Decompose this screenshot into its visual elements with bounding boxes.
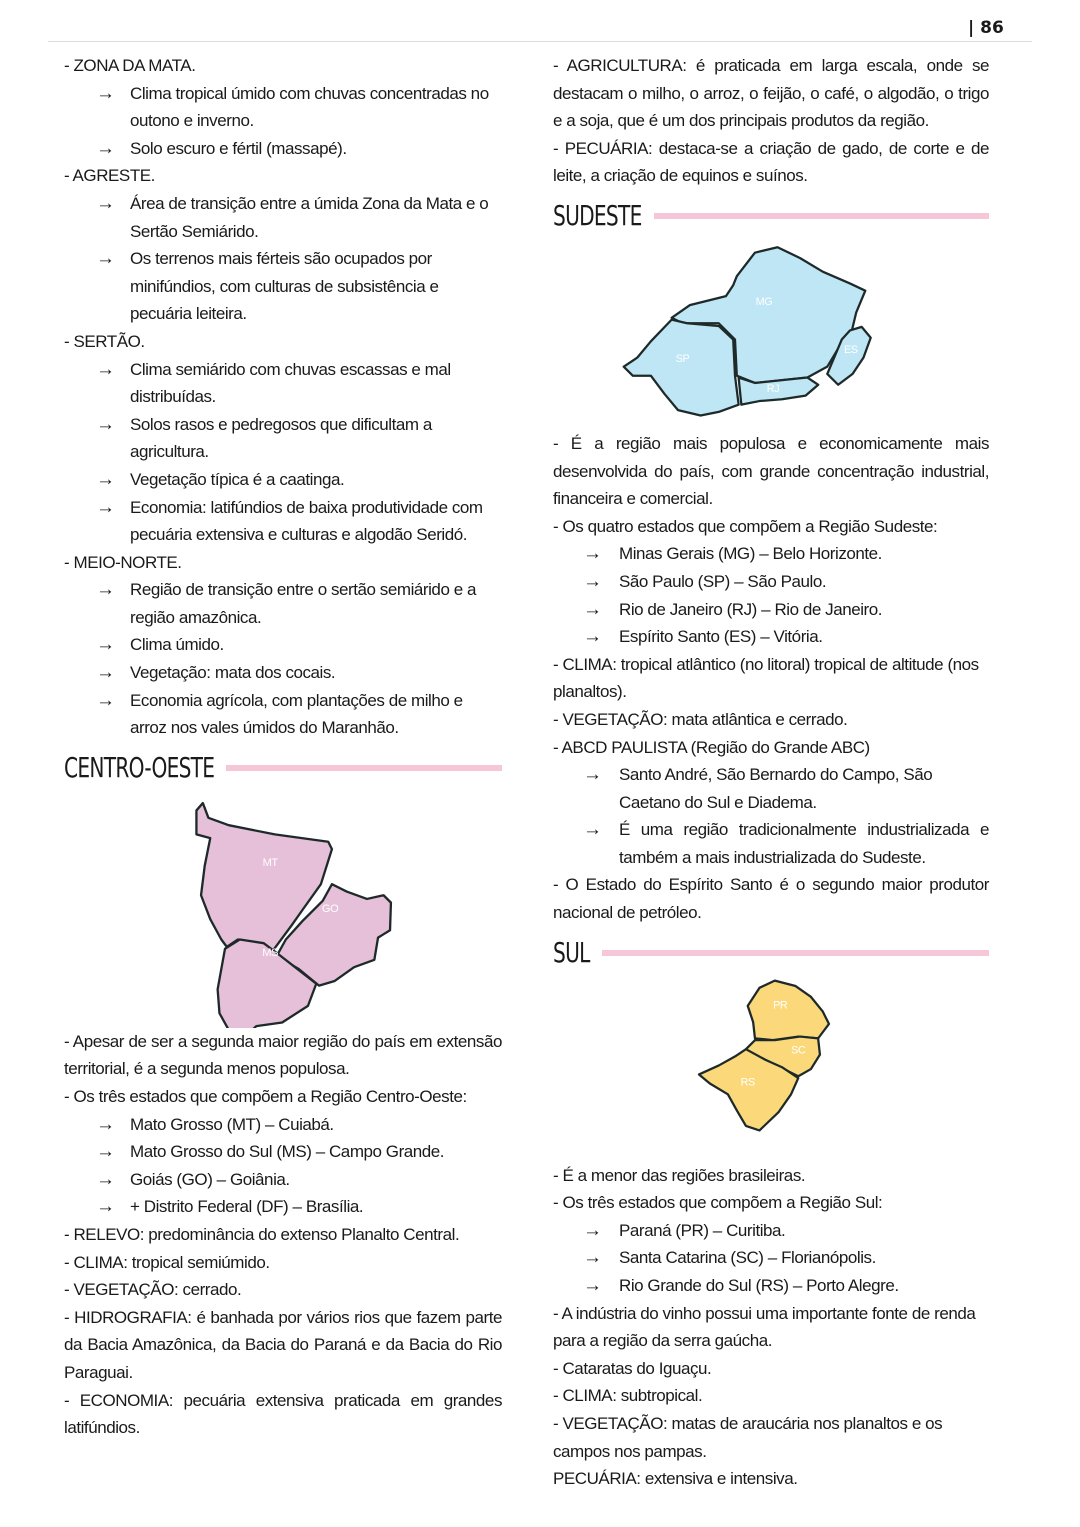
arrow-right-icon: → [96,137,115,159]
arrow-right-icon: → [583,543,602,565]
arrow-item [64,1138,502,1166]
arrow-item-text: Mato Grosso do Sul (MS) – Campo Grande. [130,1142,445,1162]
arrow-item-text: Região de transição entre o sertão semiárido e a região amazônica. [130,580,477,627]
arrow-item [64,411,502,466]
state-label: MG [755,296,773,309]
arrow-item [553,1244,989,1272]
list-item: - Os três estados que compõem a Região Centro-Oeste: [64,1087,467,1107]
arrow-item [64,356,502,411]
section-heading [553,194,989,238]
page-number: | 86 [968,18,1004,38]
arrow-item-text: Rio de Janeiro (RJ) – Rio de Janeiro. [619,599,883,619]
section-heading [64,746,502,790]
arrow-item-text: Economia agrícola, com plantações de milho e arroz nos vales úmidos do Maranhão. [130,690,463,738]
list-item: - CLIMA: subtropical. [553,1386,703,1406]
list-item: - ZONA DA MATA. [64,56,196,75]
arrow-item-text: Área de transição entre a úmida Zona da Mata e o Sertão Semiárido. [130,193,489,241]
arrow-item [553,1272,989,1300]
heading-divider [602,950,989,956]
list-item: - CLIMA: tropical semiúmido. [64,1252,270,1272]
section-title: SUL [553,935,590,969]
arrow-right-icon: → [583,764,602,786]
list-item: PECUÁRIA: extensiva e intensiva. [553,1469,798,1489]
state-label: DF [358,879,373,892]
arrow-right-icon: → [96,248,115,270]
list-item: - Cataratas do Iguaçu. [553,1358,712,1378]
arrow-right-icon: → [96,1113,115,1135]
arrow-item-text: Clima tropical úmido com chuvas concentradas no outono e inverno. [130,83,489,131]
arrow-item [553,761,989,816]
arrow-right-icon: → [583,1275,602,1297]
state-label: RS [740,1075,755,1088]
arrow-right-icon: → [96,689,115,711]
list-item: - A indústria do vinho possui uma importante fonte de renda para a região da serra gaúcha. [553,1303,976,1351]
arrow-right-icon: → [96,82,115,104]
arrow-item-text: É uma região tradicionalmente industrializada e também a mais industrializada do Sudeste. [619,820,989,867]
arrow-item [64,494,502,549]
arrow-item-text: Goiás (GO) – Goiânia. [130,1169,290,1189]
arrow-item-text: + Distrito Federal (DF) – Brasília. [130,1197,364,1217]
right-column [553,52,989,1493]
state-label: MT [262,856,278,869]
arrow-item [553,816,989,871]
map-sudeste [553,240,989,430]
arrow-item [64,687,502,742]
state-label: SC [791,1044,806,1057]
arrow-item-text: Santo André, São Bernardo do Campo, São Caetano do Sul e Diadema. [619,765,933,812]
arrow-right-icon: → [583,1247,602,1269]
arrow-item [64,659,502,687]
paragraph: - HIDROGRAFIA: é banhada por vários rios que fazem parte da Bacia Amazônica, da Bacia do Paraná e da Bacia do Rio Paraguai. [64,1307,502,1382]
arrow-item [64,466,502,494]
arrow-item-text: Santa Catarina (SC) – Florianópolis. [619,1248,876,1268]
section-heading [553,931,989,975]
arrow-right-icon: → [96,358,115,380]
arrow-right-icon: → [583,819,602,841]
state-label: ES [843,344,858,357]
arrow-right-icon: → [96,192,115,214]
arrow-item-text: Economia: latifúndios de baixa produtividade com pecuária extensiva e culturas e algodão Seridó. [130,497,483,545]
paragraph: - O Estado do Espírito Santo é o segundo maior produtor nacional de petróleo. [553,875,989,923]
arrow-right-icon: → [583,626,602,648]
heading-divider [654,213,989,219]
paragraph: - Apesar de ser a segunda maior região do país em extensão territorial, é a segunda menos populosa. [64,1031,502,1079]
paragraph: - É a região mais populosa e economicamente mais desenvolvida do país, com grande concentração industrial, financeira e comercial. [553,433,989,509]
arrow-item [64,80,502,135]
paragraph: - PECUÁRIA: destaca-se a criação de gado, de corte e de leite, a criação de equinos e suínos. [553,138,989,186]
arrow-item [64,190,502,245]
list-item: - ABCD PAULISTA (Região do Grande ABC) [553,737,870,757]
list-item: - AGRESTE. [64,166,155,186]
arrow-item-text: Paraná (PR) – Curitiba. [619,1220,786,1240]
arrow-item-text: Mato Grosso (MT) – Cuiabá. [130,1114,334,1134]
arrow-right-icon: → [96,496,115,518]
list-item: - CLIMA: tropical atlântico (no litoral) tropical de altitude (nos planaltos). [553,654,979,702]
arrow-item-text: Os terrenos mais férteis são ocupados por minifúndios, com culturas de subsistência e pecuária leiteira. [130,249,439,324]
arrow-item-text: Minas Gerais (MG) – Belo Horizonte. [619,544,882,564]
header-divider [48,41,1032,42]
list-item: - SERTÃO. [64,331,145,351]
arrow-item-text: Solo escuro e fértil (massapé). [130,138,347,158]
arrow-item [64,1166,502,1194]
arrow-item-text: Vegetação típica é a caatinga. [130,469,345,489]
paragraph: - AGRICULTURA: é praticada em larga escala, onde se destacam o milho, o arroz, o feijão, o café, o algodão, o trigo e a soja, que é um dos principais produtos da região. [553,56,989,131]
map-sul [553,977,989,1162]
arrow-right-icon: → [583,598,602,620]
arrow-item [553,623,989,651]
arrow-right-icon: → [96,468,115,490]
arrow-right-icon: → [96,1196,115,1218]
arrow-item-text: Clima úmido. [130,635,224,655]
left-column [64,52,502,1442]
map-centro-oeste [64,792,502,1028]
arrow-item [64,1111,502,1139]
arrow-right-icon: → [96,662,115,684]
list-item: - Os três estados que compõem a Região Sul: [553,1193,883,1213]
arrow-right-icon: → [96,1141,115,1163]
arrow-item [64,245,502,328]
arrow-right-icon: → [96,634,115,656]
section-title: SUDESTE [553,199,642,233]
state-label: SP [675,353,690,366]
state-label: GO [321,902,339,915]
arrow-item [64,631,502,659]
arrow-item [64,135,502,163]
arrow-item-text: São Paulo (SP) – São Paulo. [619,571,827,591]
state-label: MS [262,946,279,959]
arrow-right-icon: → [96,413,115,435]
paragraph: - ECONOMIA: pecuária extensiva praticada em grandes latifúndios. [64,1390,502,1438]
list-item: - VEGETAÇÃO: cerrado. [64,1280,242,1300]
arrow-right-icon: → [96,1168,115,1190]
list-item: - Os quatro estados que compõem a Região Sudeste: [553,516,938,536]
arrow-item-text: Vegetação: mata dos cocais. [130,663,336,683]
state-label: RJ [766,382,780,395]
list-item: - MEIO-NORTE. [64,552,182,572]
arrow-item-text: Solos rasos e pedregosos que dificultam a agricultura. [130,414,432,462]
arrow-item [553,568,989,596]
arrow-item-text: Clima semiárido com chuvas escassas e mal distribuídas. [130,359,451,407]
arrow-item [553,596,989,624]
arrow-item [64,576,502,631]
arrow-right-icon: → [583,570,602,592]
list-item: - VEGETAÇÃO: matas de araucária nos planaltos e os campos nos pampas. [553,1414,943,1461]
list-item: - VEGETAÇÃO: mata atlântica e cerrado. [553,709,848,729]
arrow-item [553,1217,989,1245]
heading-divider [226,765,502,771]
arrow-right-icon: → [96,579,115,601]
arrow-item-text: Espírito Santo (ES) – Vitória. [619,627,823,647]
state-label: PR [773,999,788,1012]
arrow-item [553,540,989,568]
list-item: - RELEVO: predominância do extenso Planalto Central. [64,1225,460,1244]
list-item: - É a menor das regiões brasileiras. [553,1165,806,1185]
arrow-item-text: Rio Grande do Sul (RS) – Porto Alegre. [619,1276,899,1296]
section-title: CENTRO-OESTE [64,751,215,785]
arrow-right-icon: → [583,1219,602,1241]
arrow-item [64,1193,502,1221]
